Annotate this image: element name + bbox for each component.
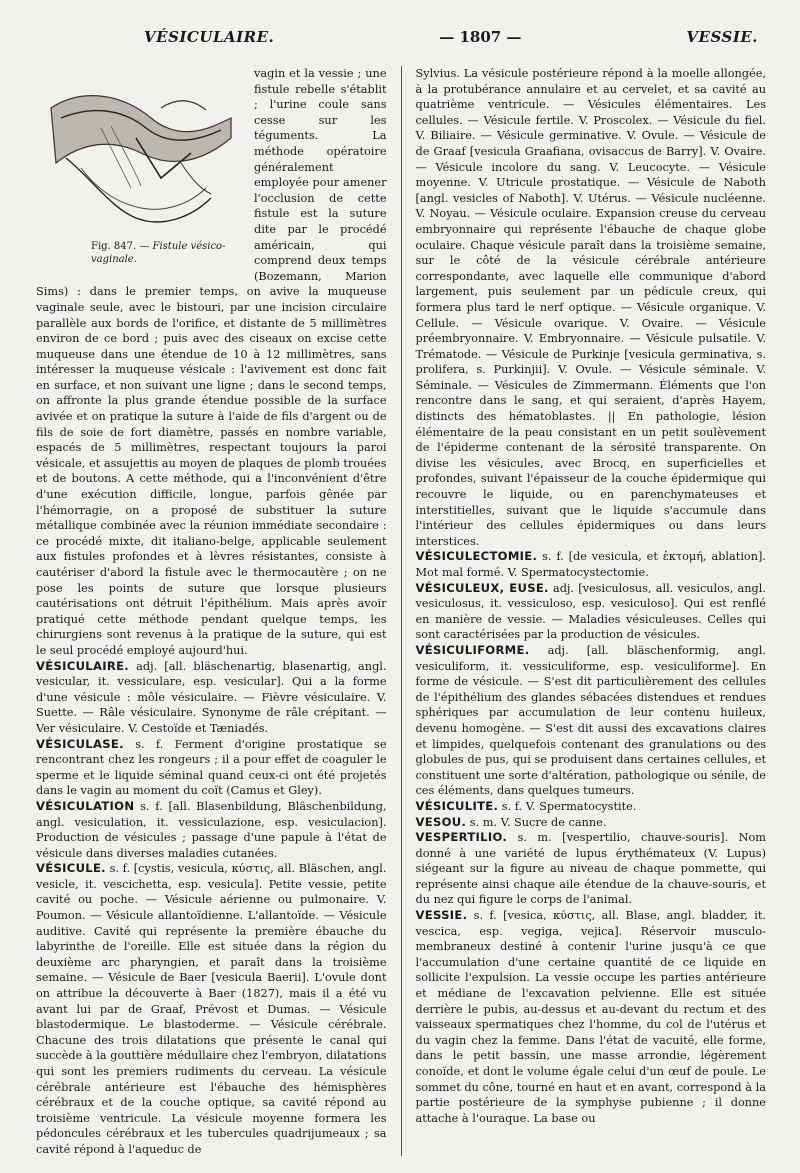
- running-head-left: VÉSICULAIRE.: [144, 28, 275, 46]
- entry-body: adj. [all. bläschenartig, blasenartig, angl. vesicular, it. vessiculare, esp. vesicular]. Qui a la forme d'une vésicule : môle vésiculaire. — Fièvre vésiculaire. V. Suette. — Râle vésiculaire. Synonyme de râle crépitant. — Ver vésiculaire. V. Cestoïde et Tæniadés.: [36, 659, 387, 735]
- figure-caption-text: — Fistule vésico-vaginale.: [91, 241, 226, 265]
- figure-fistule: [36, 68, 246, 278]
- entry-vesiculiforme: [415, 643, 766, 799]
- entry-headword: VÉSICULATION: [36, 798, 135, 813]
- entry-body: s. f. [de vesicula, et ἐκτομή, ablation]. Mot mal formé. V. Spermatocystectomie.: [415, 550, 766, 579]
- entry-headword: VÉSICULITE.: [415, 798, 499, 813]
- entry-body: s. f. V. Spermatocystite.: [501, 799, 637, 813]
- entry-headword: VÉSICULASE.: [36, 736, 124, 751]
- entry-body: s. f. Ferment d'origine prostatique se rencontrant chez les rongeurs ; il a pour effet de coaguler le sperme et le liquide séminal quand ceux-ci ont été projetés dans le vagin au moment du coït (Camus et Gley).: [36, 737, 387, 798]
- entry-body: adj. [vesiculosus, all. vesiculos, angl. vesiculosus, it. vessiculoso, esp. vesiculoso]. Qui est renflé en manière de vessie. — Maladies vésiculeuses. Celles qui sont caractérisées par la production de vésicules.: [415, 581, 766, 642]
- entry-vesiculaire: [36, 659, 387, 737]
- entry-headword: VESPERTILIO.: [415, 830, 508, 845]
- entry-body: s. f. [vesica, κύστις, all. Blase, angl. bladder, it. vescica, esp. vegiga, vejica]. Réservoir musculo-membraneux destiné à contenir l'urine jusqu'à ce que l'accumulation d'une certaine quantité de ce liquide en sollicite l'expulsion. La vessie occupe les parties antérieure et médiane de l'excavation pelvienne. Elle est située derrière le pubis, au-dessus et au-devant du rectum et des vaisseaux spermatiques chez l'homme, du col de l'utérus et du vagin chez la femme. Dans l'état de vacuité, elle forme, dans le petit bassin, une masse arrondie, légèrement conoïde, et dont le volume égale celui d'un œuf de poule. Le sommet du cône, tourné en haut et en avant, correspond à la partie postérieure de la symphyse pubienne ; il donne attache à l'ouraque. La base ou: [415, 909, 766, 1125]
- continuation-paragraph: Sylvius. La vésicule postérieure répond à la moelle allongée, à la protubérance annulaire et au cervelet, et sa cavité au quatrième ventricule. — Vésicules élémentaires. Les cellules. — Vésicule fertile. V. Proscolex. — Vésicule du fiel. V. Biliaire. — Vésicule germinative. V. Ovule. — Vésicule de de Graaf [vesicula Graafiana, ovisaccus de Barry]. V. Ovaire. — Vésicule incolore du sang. V. Leucocyte. — Vésicule moyenne. V. Utricule prostatique. — Vésicule de Naboth [angl. vesicles of Naboth]. V. Utérus. — Vésicule nucléenne. V. Noyau. — Vésicule oculaire. Expansion creuse du cerveau embryonnaire qui représente l'ébauche de chaque globe oculaire. Chaque vésicule paraît dans la troisième semaine, sur le côté de la vésicule cérébrale antérieure correspondante, avec laquelle elle communique d'abord largement, puis seulement par un pédicule creux, qui formera plus tard le nerf optique. — Vésicule organique. V. Cellule. — Vésicule ovarique. V. Ovaire. — Vésicule préembryonnaire. V. Embryonnaire. — Vésicule pulsatile. V. Trématode. — Vésicule de Purkinje [vesicula germinativa, s. prolifera, s. Purkinjii]. V. Ovule. — Vésicule séminale. V. Séminale. — Vésicules de Zimmermann. Éléments que l'on rencontre dans le sang, et qui seraient, d'après Hayem, distincts des hématoblastes. || En pathologie, lésion élémentaire de la peau consistant en un petit soulèvement de l'épiderme contenant de la sérosité transparente. On divise les vésicules, avec Brocq, en superficielles et profondes, suivant l'épaisseur de la couche épidermique qui recouvre le liquide, ou en parenchymateuses et interstitielles, suivant que le liquide s'accumule dans l'intérieur des cellules épidermiques ou dans leurs interstices.: [415, 67, 766, 548]
- fistula-illustration: [41, 68, 241, 238]
- entry-vesou: [415, 815, 766, 831]
- entry-vesiculite: [415, 799, 766, 815]
- entry-vespertilio: [415, 830, 766, 908]
- entry-vesiculectomie: [415, 549, 766, 580]
- right-column: [415, 66, 766, 1156]
- entry-body: s. f. [all. Blasenbildung, Bläschenbildung, angl. vesiculation, it. vessiculazione, esp. vesiculacion]. Production de vésicules ; passage d'une papule à l'état de vésicule dans diverses maladies cutanées.: [36, 799, 387, 860]
- left-column: [36, 66, 387, 1156]
- entry-vesiculation: [36, 799, 387, 861]
- entry-body: s. m. V. Sucre de canne.: [469, 815, 607, 829]
- entry-vesiculase: [36, 737, 387, 799]
- entry-headword: VÉSICULAIRE.: [36, 658, 130, 673]
- entry-headword: VESOU.: [415, 814, 467, 829]
- entry-headword: VÉSICULEUX, EUSE.: [415, 580, 549, 595]
- column-divider: [401, 66, 402, 1156]
- entry-headword: VÉSICULECTOMIE.: [415, 549, 538, 564]
- entry-body: s. m. [vespertilio, chauve-souris]. Nom donné à une variété de lupus érythémateux (V. Lupus) siégeant sur la figure au niveau de chaque pommette, qui représente ainsi chaque aile étendue de la chauve-souris, et du nez qui figure le corps de l'animal.: [415, 831, 766, 907]
- running-head-right: VESSIE.: [686, 28, 758, 46]
- entry-vesiculeux: [415, 581, 766, 643]
- entry-vesicule: [36, 861, 387, 1156]
- entry-body: adj. [all. bläschenformig, angl. vesiculiform, it. vessiculiforme, esp. vesiculiforme]. En forme de vésicule. — S'est dit particulièrement des cellules de l'épithélium des glandes sébacées distendues et rendues sphériques par accumulation de leur contenu huileux, devenu homogène. — S'est dit aussi des excavations claires et limpides, quelquefois contenant des granulations ou des globules de pus, qui se produisent dans certaines cellules, et constituent une sorte d'altération, pathologique ou sénile, de ces éléments, dans quelques tumeurs.: [415, 643, 766, 798]
- continuation-paragraph: vagin et la vessie ; une fistule rebelle s'établit ; l'urine coule sans cesse sur les téguments. La méthode opératoire généralement employée pour amener l'occlusion de cette fistule est la suture dite par le procédé américain, qui comprend deux temps (Bozemann, Marion Sims) : dans le premier temps, on avive la muqueuse vaginale seule, avec le bistouri, par une incision circulaire parallèle aux bords de l'orifice, et distante de 5 millimètres environ de ce bord ; puis avec des ciseaux on excise cette muqueuse dans une étendue de 10 à 12 millimètres, sans intéresser la muqueuse vésicale : l'avivement est donc fait en surface, et non suivant une ligne ; dans le second temps, on affronte la plus grande étendue possible de la surface avivée et on pratique la suture à l'aide de fils d'argent ou de fils de soie de fort diamètre, passés en nombre variable, espacés de 5 millimètres, respectant toujours la paroi vésicale, et assujettis au moyen de plaques de plomb trouées et de boutons. A cette méthode, qui a l'inconvénient d'être d'une exécution difficile, longue, parfois gênée par l'hémorragie, on a proposé de substituer la suture métallique combinée avec la réunion immédiate secondaire : ce procédé mixte, dit italiano-belge, applicable seulement aux fistules profondes et à lèvres résistantes, consiste à cautériser d'abord la fistule avec le thermocautère ; on ne pose les points de suture que lorsque plusieurs cautérisations ont détruit l'épithélium. Mais après avoir pratiqué cette méthode pendant quelque temps, les chirurgiens sont revenus à la pratique de la suture, qui est le seul procédé employé aujourd'hui.: [36, 67, 387, 657]
- figure-caption: [91, 240, 241, 266]
- entry-vessie: [415, 908, 766, 1126]
- page-number: — 1807 —: [439, 28, 522, 46]
- entry-headword: VESSIE.: [415, 908, 468, 923]
- entry-body: s. f. [cystis, vesicula, κύστις, all. Bläschen, angl. vesicle, it. vescichetta, esp. vesicula]. Petite vessie, petite cavité ou poche. — Vésicule aérienne ou pulmonaire. V. Poumon. — Vésicule allantoïdienne. L'allantoïde. — Vésicule auditive. Cavité qui représente la première ébauche du labyrinthe de l'oreille. Elle est située dans la région du deuxième arc pharyngien, et paraît dans la troisième semaine. — Vésicule de Baer [vesicula Baerii]. L'ovule dont on attribue la découverte à Baer (1827), mais il a été vu avant lui par de Graaf, Prévost et Dumas. — Vésicule blastodermique. Le blastoderme. — Vésicule cérébrale. Chacune des trois dilatations que présente le canal qui succède à la gouttière médullaire chez l'embryon, dilatations qui sont les premiers rudiments du cerveau. La vésicule cérébrale antérieure est l'ébauche des hémisphères cérébraux et de la couche optique, sa cavité répond au troisième ventricule. La vésicule moyenne formera les pédoncules cérébraux et les tubercules quadrijumeaux ; sa cavité répond à l'aqueduc de: [36, 862, 387, 1156]
- figure-number: Fig. 847.: [91, 241, 137, 252]
- entry-headword: VÉSICULE.: [36, 861, 106, 876]
- entry-headword: VÉSICULIFORME.: [415, 642, 530, 657]
- page-header: [36, 28, 766, 46]
